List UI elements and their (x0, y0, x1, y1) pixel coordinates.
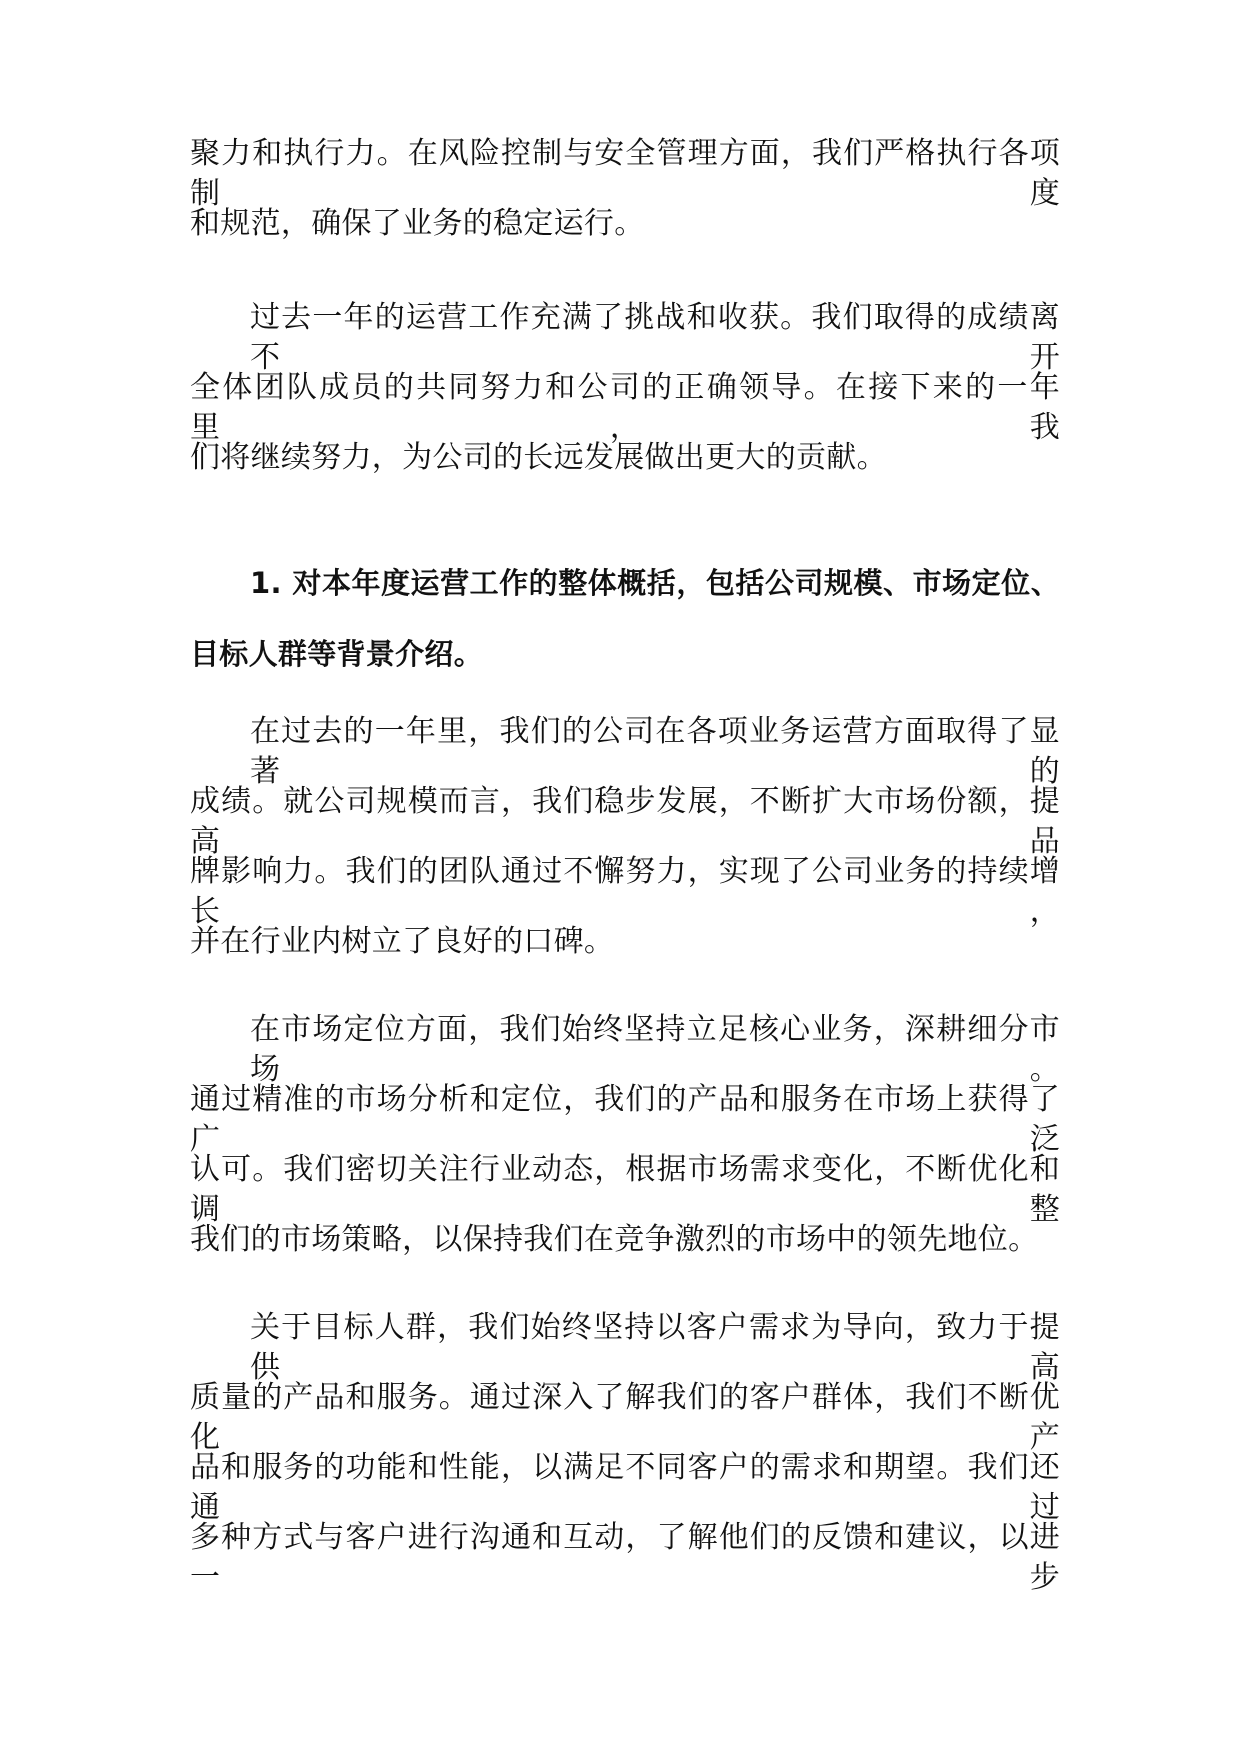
paragraph-line: 过去一年的运营工作充满了挑战和收获。我们取得的成绩离不开 (250, 300, 1060, 375)
paragraph-line: 在过去的一年里，我们的公司在各项业务运营方面取得了显著的 (250, 714, 1060, 789)
paragraph-line: 们将继续努力，为公司的长远发展做出更大的贡献。 (190, 440, 887, 475)
paragraph-line: 聚力和执行力。在风险控制与安全管理方面，我们严格执行各项制度 (190, 136, 1060, 211)
paragraph-line: 质量的产品和服务。通过深入了解我们的客户群体，我们不断优化产 (190, 1380, 1060, 1455)
paragraph-line: 和规范，确保了业务的稳定运行。 (190, 206, 645, 241)
paragraph-line: 通过精准的市场分析和定位，我们的产品和服务在市场上获得了广泛 (190, 1082, 1060, 1157)
section-heading-line: 1. 对本年度运营工作的整体概括，包括公司规模、市场定位、 (250, 566, 1060, 600)
paragraph-line: 并在行业内树立了良好的口碑。 (190, 924, 615, 959)
paragraph-line: 关于目标人群，我们始终坚持以客户需求为导向，致力于提供高 (250, 1310, 1060, 1385)
paragraph-line: 多种方式与客户进行沟通和互动，了解他们的反馈和建议，以进一步 (190, 1520, 1060, 1595)
paragraph-line: 认可。我们密切关注行业动态，根据市场需求变化，不断优化和调整 (190, 1152, 1060, 1227)
paragraph-line: 全体团队成员的共同努力和公司的正确领导。在接下来的一年里，我 (190, 370, 1060, 445)
paragraph-line: 在市场定位方面，我们始终坚持立足核心业务，深耕细分市场。 (250, 1012, 1060, 1087)
section-heading-line: 目标人群等背景介绍。 (190, 637, 484, 671)
paragraph-line: 牌影响力。我们的团队通过不懈努力，实现了公司业务的持续增长， (190, 854, 1060, 929)
paragraph-line: 成绩。就公司规模而言，我们稳步发展，不断扩大市场份额，提高品 (190, 784, 1060, 859)
paragraph-line: 品和服务的功能和性能，以满足不同客户的需求和期望。我们还通过 (190, 1450, 1060, 1525)
paragraph-line: 我们的市场策略，以保持我们在竞争激烈的市场中的领先地位。 (190, 1222, 1039, 1257)
